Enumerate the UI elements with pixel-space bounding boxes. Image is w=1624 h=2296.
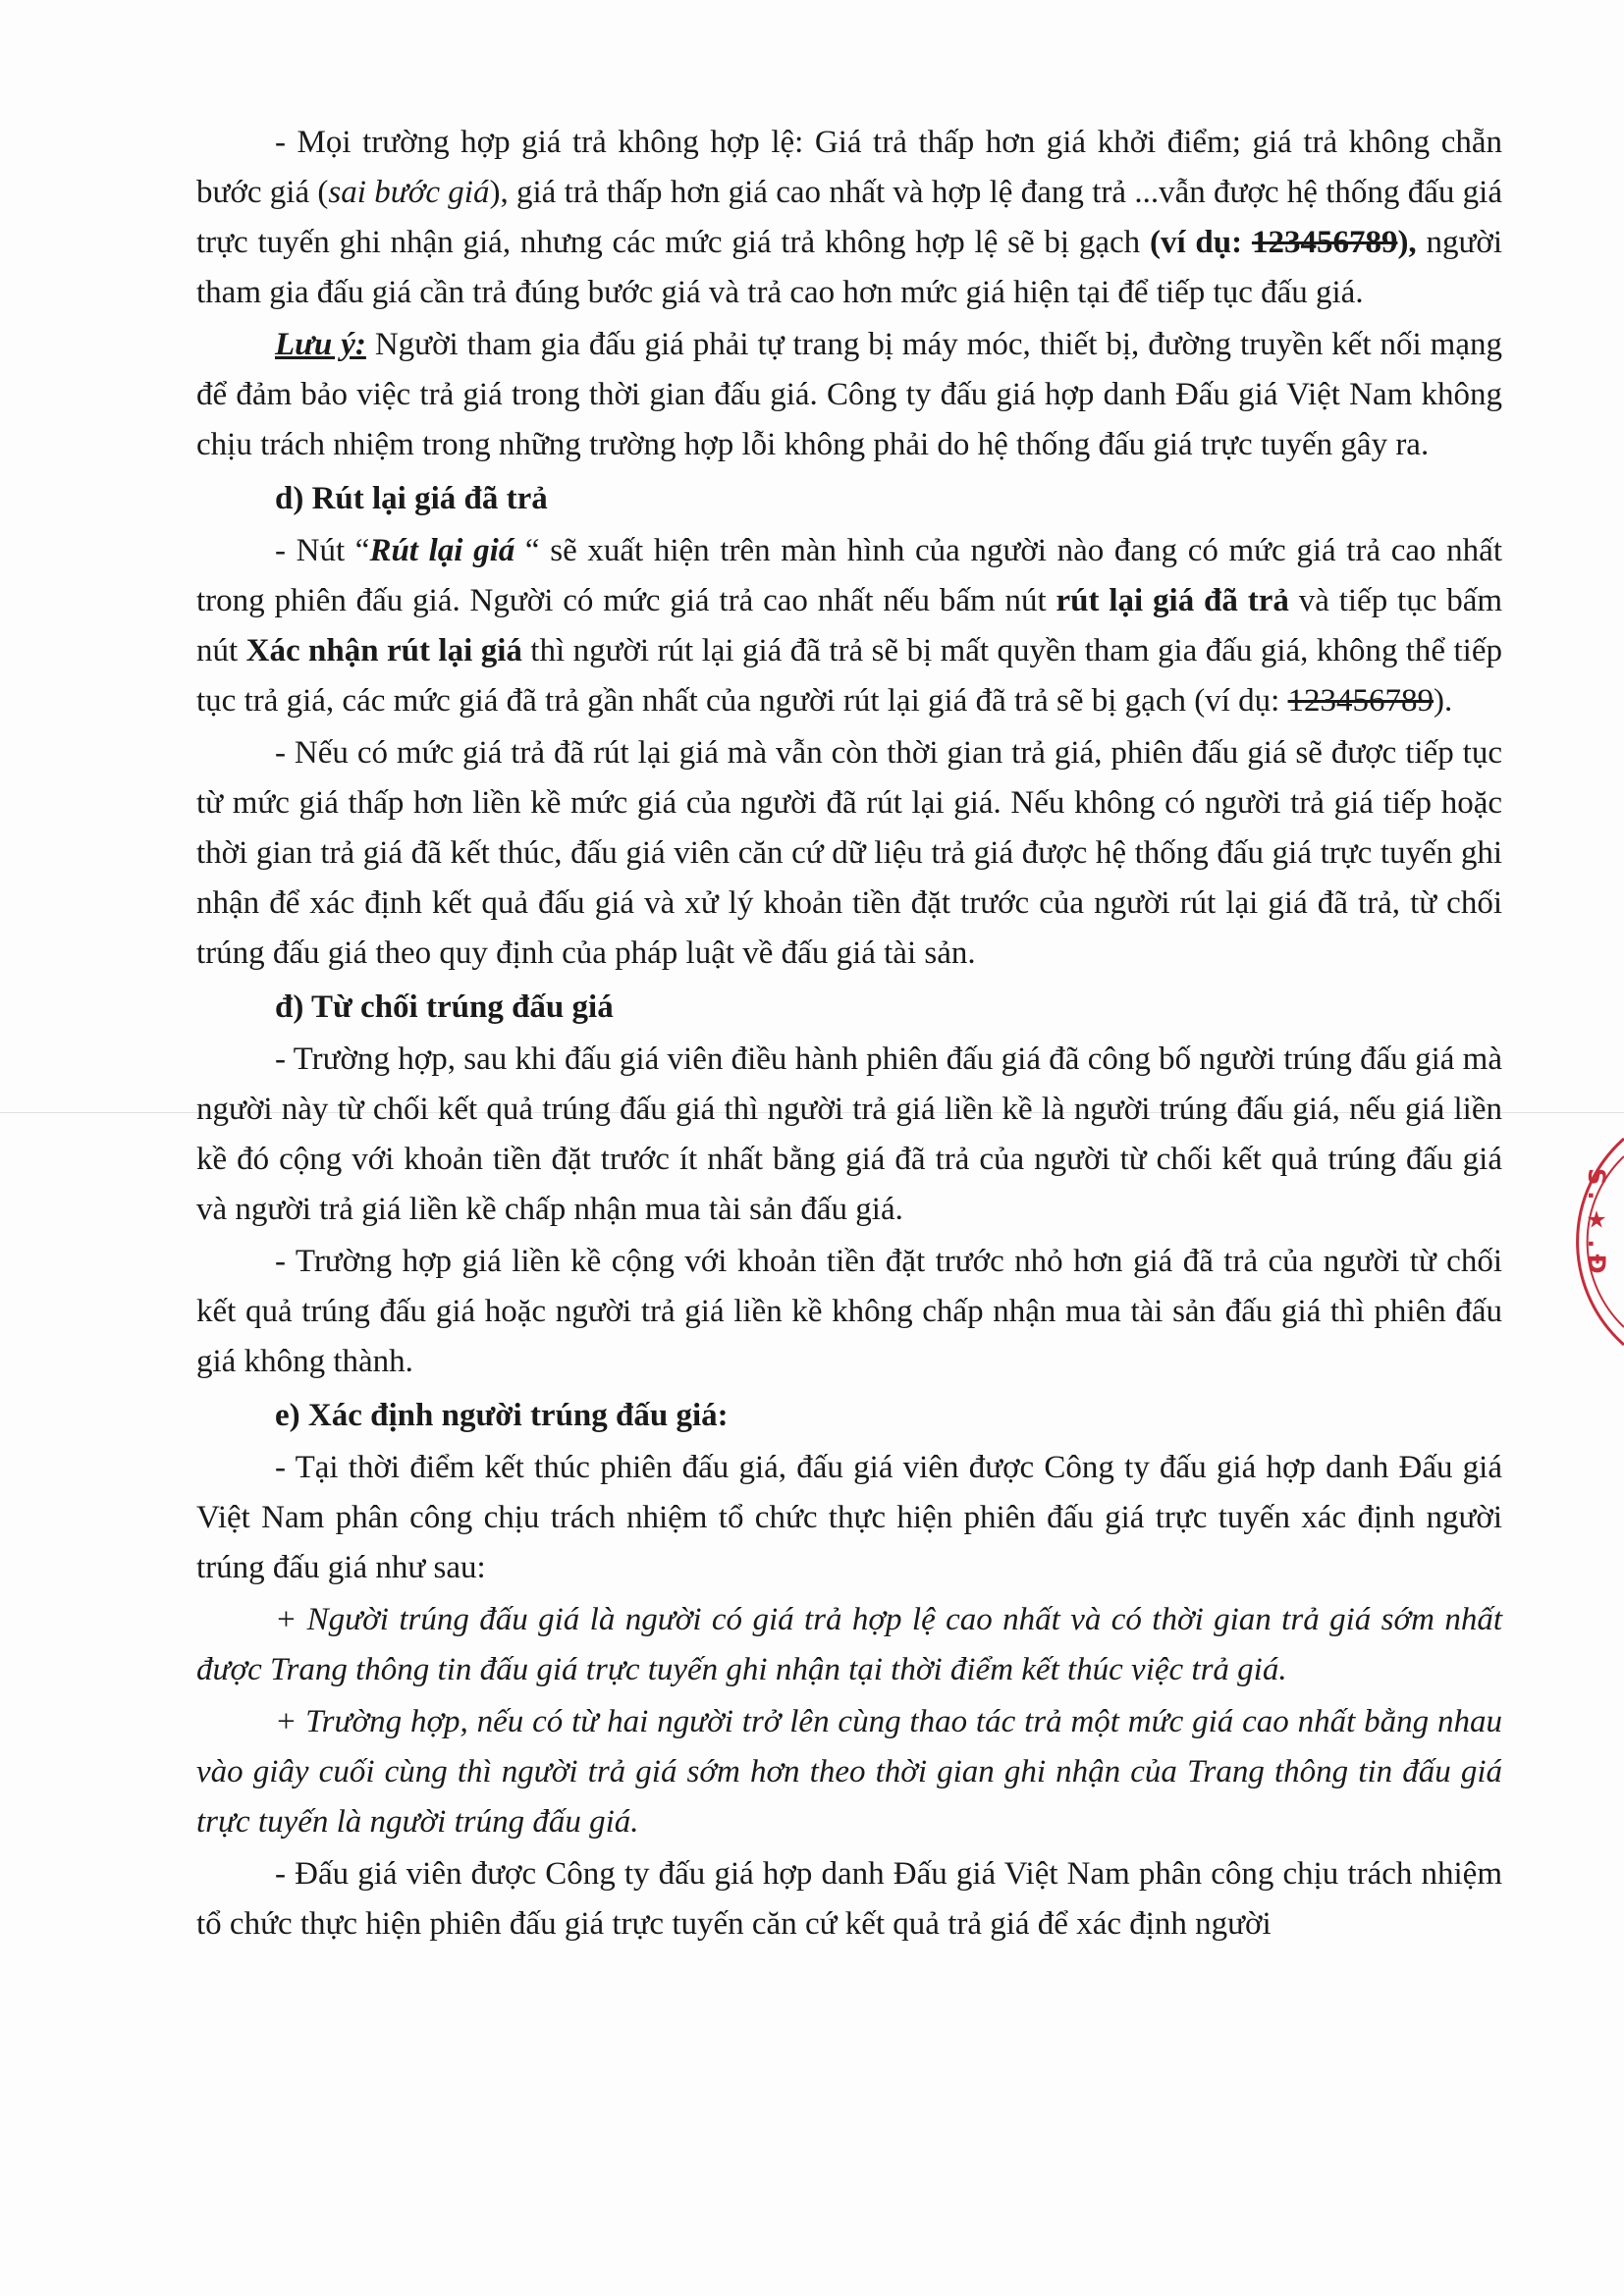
note-label: Lưu ý: [275, 327, 366, 362]
struck-price-example: 123456789 [1251, 225, 1398, 260]
paragraph-note: Lưu ý: Người tham gia đấu giá phải tự trang bị máy móc, thiết bị, đường truyền kết nối mạng để đảm bảo việc trả giá trong thời gian đấu giá. Công ty đấu giá hợp danh Đấu giá Việt Nam không chịu trách nhiệm trong những trường hợp lỗi không phải do hệ thống đấu giá trực tuyến gây ra. [196, 327, 1502, 462]
paragraph-winner-rule-1: + Người trúng đấu giá là người có giá trả hợp lệ cao nhất và có thời gian trả giá sớm nhất được Trang thông tin đấu giá trực tuyến ghi nhận tại thời điểm kết thúc việc trả giá. [196, 1602, 1502, 1687]
document-body [196, 118, 1502, 1951]
red-seal-stamp [1565, 1129, 1624, 1355]
paragraph-after-withdraw: - Nếu có mức giá trả đã rút lại giá mà vẫn còn thời gian trả giá, phiên đấu giá sẽ được tiếp tục từ mức giá thấp hơn liền kề mức giá của người đã rút lại giá. Nếu không có người trả giá tiếp hoặc thời gian trả giá đã kết thúc, đấu giá viên căn cứ dữ liệu trả giá được hệ thống đấu giá trực tuyến ghi nhận để xác định kết quả đấu giá và xử lý khoản tiền đặt trước của người rút lại giá đã trả, từ chối trúng đấu giá theo quy định của pháp luật về đấu giá tài sản. [196, 735, 1502, 971]
seal-text: S.★.Đ [1583, 1168, 1610, 1280]
paragraph-determine-intro: - Tại thời điểm kết thúc phiên đấu giá, đấu giá viên được Công ty đấu giá hợp danh Đấu giá Việt Nam phân công chịu trách nhiệm tổ chức thực hiện phiên đấu giá trực tuyến xác định người trúng đấu giá như sau: [196, 1450, 1502, 1585]
paragraph-refuse-case-1: - Trường hợp, sau khi đấu giá viên điều hành phiên đấu giá đã công bố người trúng đấu giá mà người này từ chối kết quả trúng đấu giá thì người trả giá liền kề là người trúng đấu giá, nếu giá liền kề đó cộng với khoản tiền đặt trước ít nhất bằng giá đã trả của người từ chối kết quả trúng đấu giá và người trả giá liền kề chấp nhận mua tài sản đấu giá. [196, 1041, 1502, 1227]
struck-price-example: 123456789 [1287, 683, 1435, 719]
heading-withdraw-bid: d) Rút lại giá đã trả [275, 481, 548, 516]
paragraph-invalid-bids: - Mọi trường hợp giá trả không hợp lệ: Giá trả thấp hơn giá khởi điểm; giá trả không chẵn bước giá (sai bước giá), giá trả thấp hơn giá cao nhất và hợp lệ đang trả ...vẫn được hệ thống đấu giá trực tuyến ghi nhận giá, nhưng các mức giá trả không hợp lệ sẽ bị gạch (ví dụ: 123456789), người tham gia đấu giá cần trả đúng bước giá và trả cao hơn mức giá hiện tại để tiếp tục đấu giá. [196, 125, 1502, 310]
paragraph-withdraw-button: - Nút “Rút lại giá “ sẽ xuất hiện trên màn hình của người nào đang có mức giá trả cao nhất trong phiên đấu giá. Người có mức giá trả cao nhất nếu bấm nút rút lại giá đã trả và tiếp tục bấm nút Xác nhận rút lại giá thì người rút lại giá đã trả sẽ bị mất quyền tham gia đấu giá, không thể tiếp tục trả giá, các mức giá đã trả gần nhất của người rút lại giá đã trả sẽ bị gạch (ví dụ: 123456789). [196, 533, 1503, 719]
heading-refuse-win: đ) Từ chối trúng đấu giá [275, 989, 614, 1025]
paragraph-winner-rule-2: + Trường hợp, nếu có từ hai người trở lên cùng thao tác trả một mức giá cao nhất bằng nhau vào giây cuối cùng thì người trả giá sớm hơn theo thời gian ghi nhận của Trang thông tin đấu giá trực tuyến là người trúng đấu giá. [196, 1704, 1502, 1840]
paragraph-auctioneer: - Đấu giá viên được Công ty đấu giá hợp danh Đấu giá Việt Nam phân công chịu trách nhiệm tổ chức thực hiện phiên đấu giá trực tuyến căn cứ kết quả trả giá để xác định người [196, 1856, 1502, 1942]
heading-determine-winner: e) Xác định người trúng đấu giá: [275, 1398, 729, 1433]
paragraph-refuse-case-2: - Trường hợp giá liền kề cộng với khoản tiền đặt trước nhỏ hơn giá đã trả của người từ chối kết quả trúng đấu giá hoặc người trả giá liền kề không chấp nhận mua tài sản đấu giá thì phiên đấu giá không thành. [196, 1244, 1502, 1379]
